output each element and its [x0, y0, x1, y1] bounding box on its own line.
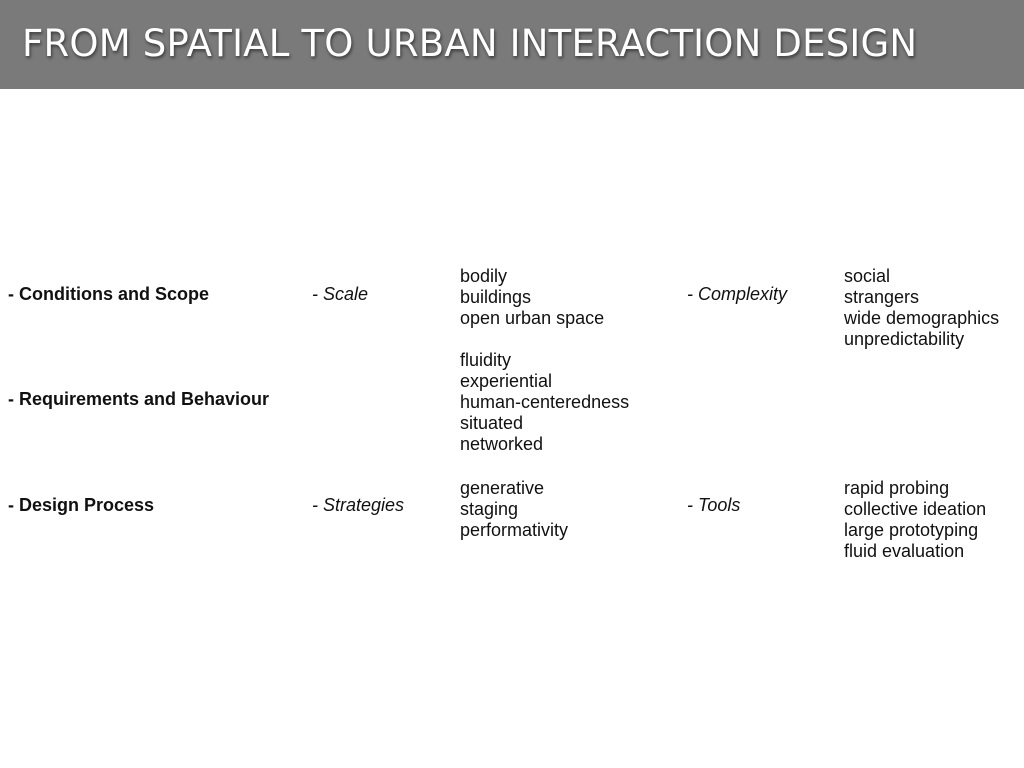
row-label-design-process: - Design Process: [8, 495, 155, 515]
list-item: human-centeredness: [460, 392, 630, 412]
list-item: social: [844, 266, 891, 286]
tools-list: [844, 478, 986, 562]
slide-title: FROM SPATIAL TO URBAN INTERACTION DESIGN: [22, 22, 918, 65]
list-item: collective ideation: [844, 499, 987, 519]
sublabel-scale: - Scale: [312, 284, 369, 304]
scale-list: [460, 266, 604, 329]
list-item: experiential: [460, 371, 553, 391]
row-label-conditions-scope: - Conditions and Scope: [8, 284, 209, 304]
complexity-list: [844, 266, 999, 350]
list-item: wide demographics: [844, 308, 1000, 328]
list-item: performativity: [460, 520, 569, 540]
sublabel-complexity: - Complexity: [687, 284, 788, 304]
list-item: buildings: [460, 287, 532, 307]
list-item: fluidity: [460, 350, 512, 370]
list-item: situated: [460, 413, 524, 433]
requirements-list: [460, 350, 629, 455]
sublabel-strategies: - Strategies: [312, 495, 405, 515]
list-item: fluid evaluation: [844, 541, 965, 561]
list-item: generative: [460, 478, 545, 498]
list-item: strangers: [844, 287, 920, 307]
list-item: bodily: [460, 266, 508, 286]
list-item: unpredictability: [844, 329, 965, 349]
list-item: open urban space: [460, 308, 605, 328]
list-item: rapid probing: [844, 478, 950, 498]
list-item: staging: [460, 499, 519, 519]
sublabel-tools: - Tools: [687, 495, 741, 515]
list-item: large prototyping: [844, 520, 979, 540]
strategies-list: [460, 478, 568, 541]
list-item: networked: [460, 434, 544, 454]
row-label-requirements-behaviour: - Requirements and Behaviour: [8, 389, 270, 409]
